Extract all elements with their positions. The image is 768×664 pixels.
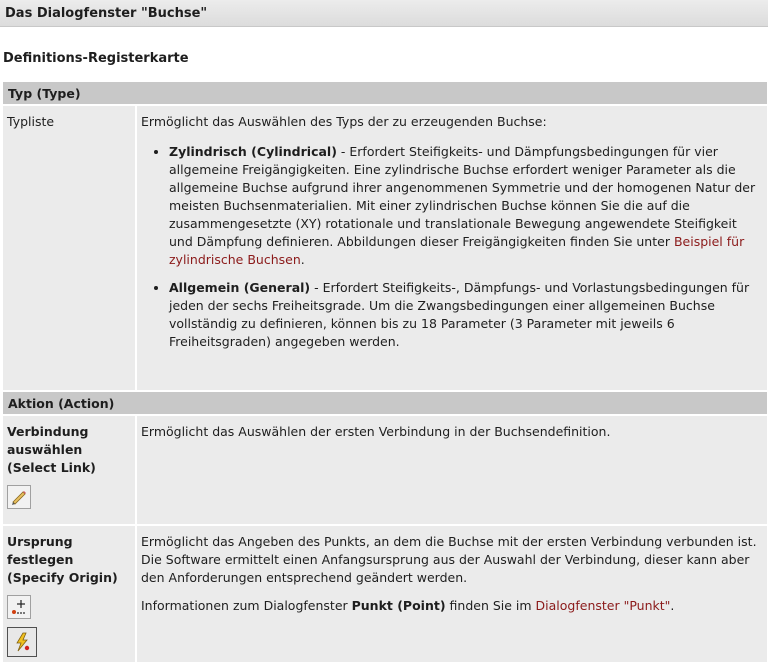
- type-section-header: Typ (Type): [3, 82, 767, 106]
- info-text: Informationen zum Dialogfenster: [141, 598, 352, 613]
- specify-origin-label: Ursprung festlegen (Specify Origin): [7, 534, 118, 585]
- definitions-table: [3, 82, 767, 664]
- point-dialog-info: [141, 597, 761, 615]
- specify-origin-point-icon[interactable]: [7, 595, 31, 619]
- type-option-name: Zylindrisch (Cylindrical): [169, 144, 337, 159]
- specify-origin-text: Ermöglicht das Angeben des Punkts, an dem die Buchse mit der ersten Verbindung verbunden ist. Die Software ermittelt einen Anfangsursprung aus der Auswahl der Verbindung, dieser kann aber den Anforderungen entsprechend geändert werden.: [141, 534, 757, 585]
- period: .: [670, 598, 675, 613]
- select-link-label-cell: [3, 416, 137, 524]
- specify-origin-description: [137, 526, 767, 662]
- info-text: finden Sie im: [445, 598, 536, 613]
- specify-origin-label-cell: [3, 526, 137, 662]
- lightning-point-icon[interactable]: [7, 627, 37, 657]
- select-link-label: Verbindung auswählen (Select Link): [7, 424, 96, 475]
- type-list-row: [3, 106, 767, 392]
- point-dialog-link[interactable]: Dialogfenster "Punkt": [535, 598, 671, 613]
- type-list-description: [137, 106, 767, 390]
- type-option-cylindrical: [169, 143, 761, 269]
- section-title: Definitions-Registerkarte: [3, 51, 189, 66]
- select-link-row: [3, 416, 767, 526]
- specify-origin-row: [3, 526, 767, 664]
- info-bold: Punkt (Point): [351, 598, 446, 613]
- page-title: Das Dialogfenster "Buchse": [0, 0, 768, 27]
- type-options-list: [141, 143, 761, 351]
- type-option-text: - Erfordert Steifigkeits-, Dämpfungs- und Vorlastungsbedingungen für jeden der sechs Freiheitsgrade. Um die Zwangsbedingungen einer allgemeinen Buchse vollständig zu definieren, können bis zu 18 Parameter (3 Parameter mit jeweils 6 Freiheitsgraden) angegeben werden.: [169, 280, 750, 349]
- type-option-text: - Erfordert Steifigkeits- und Dämpfungsbedingungen für vier allgemeine Freigängigkeiten. Eine zylindrische Buchse erfordert weniger Parameter als die allgemeine Buchse aufgrund ihrer angenommenen Symmetrie und der homogenen Natur der meisten Buchsenmaterialien. Mit einer zylindrischen Buchse können Sie die auf die zusammengesetzte (XY) rotationale und translationale Bewegung angewendete Steifigkeit und Dämpfung definieren. Abbildungen dieser Freigängigkeiten finden Sie unter: [169, 144, 756, 249]
- cylindrical-example-link[interactable]: Beispiel für zylindrische Buchsen: [169, 234, 745, 267]
- type-option-name: Allgemein (General): [169, 280, 311, 295]
- select-link-pencil-icon[interactable]: [7, 485, 31, 509]
- type-option-general: [169, 279, 761, 351]
- select-link-description: Ermöglicht das Auswählen der ersten Verbindung in der Buchsendefinition.: [137, 416, 767, 524]
- type-list-label: Typliste: [3, 106, 137, 390]
- action-section-header: Aktion (Action): [3, 392, 767, 416]
- period: .: [300, 252, 305, 267]
- type-intro: Ermöglicht das Auswählen des Typs der zu erzeugenden Buchse:: [141, 114, 547, 129]
